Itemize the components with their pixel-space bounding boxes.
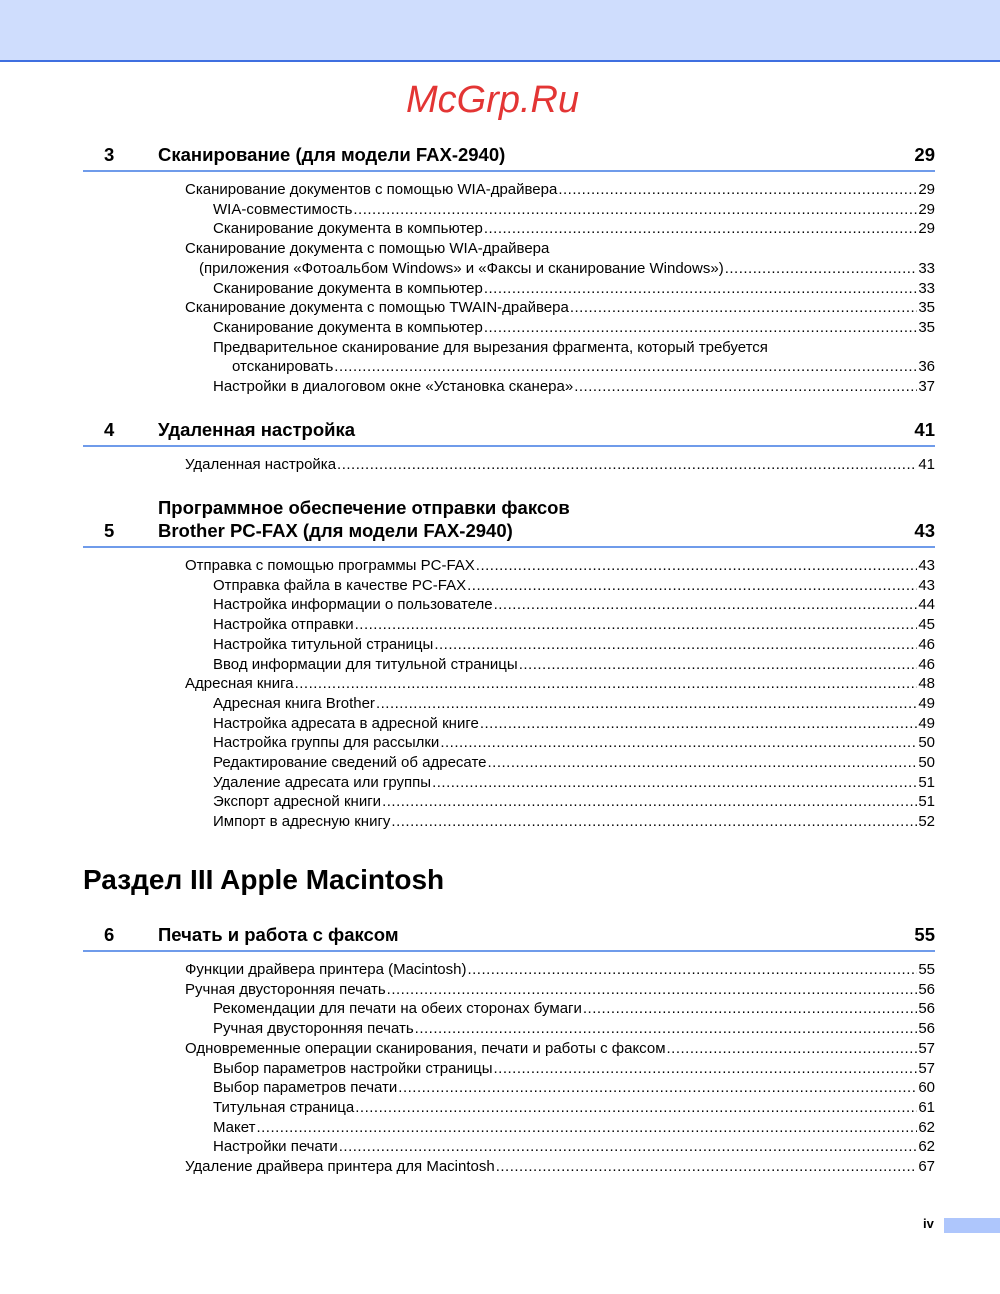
entry-title: Настройка информации о пользователе [213,596,493,614]
toc-entry[interactable] [185,960,935,980]
entry-page: 60 [918,1079,935,1097]
entry-page: 67 [918,1158,935,1176]
dot-leader [484,279,918,299]
dot-leader [467,960,917,980]
entry-page: 35 [918,299,935,317]
entry-title: Функции драйвера принтера (Macintosh) [185,961,467,978]
entry-page: 52 [918,813,935,831]
chapter-title: Brother PC-FAX (для модели FAX-2940) [158,520,513,541]
entry-title: Титульная страница [213,1098,355,1116]
entry-title: Выбор параметров настройки страницы [213,1059,493,1077]
dot-leader [467,576,917,596]
dot-leader [256,1118,917,1138]
toc-entry[interactable] [185,615,935,635]
dot-leader [339,1137,918,1157]
entry-title: Настройки в диалоговом окне «Установка сканера» [213,378,574,396]
toc-entry[interactable] [185,674,935,694]
toc-entry[interactable] [185,219,935,239]
entry-page: 48 [918,675,935,693]
dot-leader [574,377,917,397]
toc-entry[interactable] [185,338,935,358]
chapter-number: 6 [104,924,115,945]
toc-entry[interactable] [185,279,935,299]
toc-entry[interactable] [185,655,935,675]
chapter-heading[interactable] [83,418,935,447]
dot-leader [484,318,918,338]
entry-page: 57 [918,1039,935,1057]
entry-title: Сканирование документа в компьютер [213,318,483,336]
toc-entry[interactable] [185,753,935,773]
toc-entry[interactable] [185,239,935,259]
toc-entry[interactable] [185,595,935,615]
entry-title: Сканирование документа с помощью TWAIN-драйвера [185,299,569,317]
dot-leader [337,455,917,475]
entry-page: 51 [918,773,935,791]
entry-title: Выбор параметров печати [213,1079,398,1097]
entry-page: 44 [918,596,935,614]
entry-title: Ручная двусторонняя печать [213,1020,414,1038]
entry-title: (приложения «Фотоальбом Windows» и «Факсы и сканирование Windows») [199,259,724,277]
entry-page: 55 [918,961,935,978]
dot-leader [484,219,918,239]
dot-leader [583,999,917,1019]
chapter-title: Программное обеспечение отправки факсов [158,497,570,518]
footer-band [944,1218,1000,1233]
chapter-4 [83,418,935,475]
entry-title: Одновременные операции сканирования, печати и работы с факсом [185,1039,666,1057]
entry-title: Настройка адресата в адресной книге [213,714,479,732]
entry-title: Сканирование документа в компьютер [213,220,483,238]
toc-entry[interactable] [185,259,935,279]
dot-leader [355,1098,917,1118]
entry-page: 50 [918,734,935,752]
entry-page: 61 [918,1098,935,1116]
entry-title: Удаление адресата или группы [213,773,432,791]
chapter-page: 41 [914,419,935,440]
entry-title: Сканирование документов с помощью WIA-драйвера [185,181,558,198]
entry-title: Настройка титульной страницы [213,635,434,653]
entry-page: 62 [918,1138,935,1156]
entry-page: 56 [918,1000,935,1018]
entry-page: 62 [918,1118,935,1136]
entry-title: Редактирование сведений об адресате [213,754,487,772]
toc-entry[interactable] [185,556,935,576]
dot-leader [494,595,918,615]
dot-leader [667,1039,918,1059]
chapter-heading[interactable] [83,923,935,952]
entry-title: Отправка с помощью программы PC-FAX [185,557,475,574]
entry-title: Отправка файла в качестве PC-FAX [213,576,467,594]
chapter-page: 43 [914,520,935,541]
chapter-heading[interactable] [83,496,935,548]
dot-leader [476,556,918,576]
toc-entry[interactable] [185,200,935,220]
toc-entry[interactable] [185,357,935,377]
chapter-title: Сканирование (для модели FAX-2940) [158,144,506,165]
entry-page: 33 [918,279,935,297]
entry-page: 37 [918,378,935,396]
entry-title: Сканирование документа с помощью WIA-драйвера [185,240,550,258]
chapter-number: 4 [104,419,115,440]
entry-page: 43 [918,557,935,574]
entry-page: 51 [918,793,935,811]
chapter-5 [83,496,935,832]
chapter-heading[interactable] [83,143,935,172]
toc-entry[interactable] [185,694,935,714]
entry-title: Удаление драйвера принтера для Macintosh [185,1158,495,1176]
entry-page: 29 [918,220,935,238]
toc-entry[interactable] [185,180,935,200]
toc-entry[interactable] [185,1118,935,1138]
header-band [0,0,1000,62]
entry-page: 46 [918,635,935,653]
toc-entry[interactable] [185,1039,935,1059]
entry-page: 45 [918,616,935,634]
entry-title: Ручная двусторонняя печать [185,980,386,998]
toc-entry[interactable] [185,635,935,655]
toc-entry[interactable] [185,792,935,812]
entry-title: WIA-совместимость [213,200,353,218]
toc-entry[interactable] [185,318,935,338]
entry-title: отсканировать [232,358,334,376]
dot-leader [334,357,917,377]
entry-page: 29 [918,181,935,198]
toc-entry[interactable] [185,1078,935,1098]
dot-leader [376,694,917,714]
entry-page: 57 [918,1059,935,1077]
entry-title: Макет [213,1118,256,1136]
toc-entry[interactable] [185,980,935,1000]
entry-page: 41 [918,456,935,473]
toc-entry[interactable] [185,1098,935,1118]
toc-entry[interactable] [185,298,935,318]
entry-page: 46 [918,655,935,673]
dot-leader [725,259,918,279]
toc-entry[interactable] [185,1137,935,1157]
entry-title: Удаленная настройка [185,456,337,473]
entry-title: Ввод информации для титульной страницы [213,655,518,673]
entry-title: Адресная книга [185,675,294,693]
toc-entry[interactable] [185,714,935,734]
dot-leader [570,298,918,318]
watermark: McGrp.Ru [406,79,580,121]
entry-title: Рекомендации для печати на обеих сторонах бумаги [213,1000,582,1018]
chapter-title: Удаленная настройка [158,419,356,440]
dot-leader [415,1019,918,1039]
page-number: iv [923,1216,934,1231]
toc-entry[interactable] [185,1019,935,1039]
entry-page: 35 [918,318,935,336]
toc-entry[interactable] [185,455,935,475]
toc-entry[interactable] [185,576,935,596]
chapter-3 [83,143,935,397]
toc-entry[interactable] [185,733,935,753]
dot-leader [355,615,918,635]
entry-page: 49 [918,694,935,712]
dot-leader [440,733,917,753]
entry-page: 29 [918,200,935,218]
dot-leader [558,180,917,200]
chapter-number: 5 [104,520,115,541]
entry-title: Настройка группы для рассылки [213,734,440,752]
entry-title: Сканирование документа в компьютер [213,279,483,297]
dot-leader [434,635,917,655]
entry-page: 33 [918,259,935,277]
entry-title: Экспорт адресной книги [213,793,382,811]
dot-leader [295,674,918,694]
chapter-page: 29 [914,144,935,165]
toc-entry[interactable] [185,773,935,793]
toc-entry[interactable] [185,999,935,1019]
entry-page: 56 [918,1020,935,1038]
dot-leader [382,792,917,812]
chapter-page: 55 [914,924,935,945]
chapter-number: 3 [104,144,115,165]
dot-leader [496,1157,918,1177]
entry-page: 56 [918,980,935,998]
toc-entry[interactable] [185,377,935,397]
toc-entry[interactable] [185,812,935,832]
toc-entry[interactable] [185,1157,935,1177]
entry-title: Настройка отправки [213,616,354,634]
chapter-title: Печать и работа с факсом [158,924,399,945]
dot-leader [494,1059,918,1079]
toc-entry[interactable] [185,1059,935,1079]
entry-page: 36 [918,358,935,376]
entry-page: 49 [918,714,935,732]
entry-page: 50 [918,754,935,772]
dot-leader [391,812,917,832]
dot-leader [432,773,917,793]
entry-title: Предварительное сканирование для вырезания фрагмента, который требуется [213,338,768,356]
part-title: Раздел III Apple Macintosh [83,864,445,895]
dot-leader [398,1078,917,1098]
dot-leader [387,980,918,1000]
dot-leader [519,655,918,675]
entry-title: Адресная книга Brother [213,694,375,712]
dot-leader [353,200,917,220]
entry-title: Импорт в адресную книгу [213,813,391,831]
chapter-6 [83,923,935,1177]
dot-leader [488,753,918,773]
entry-page: 43 [918,576,935,594]
entry-title: Настройки печати [213,1138,338,1156]
dot-leader [480,714,918,734]
